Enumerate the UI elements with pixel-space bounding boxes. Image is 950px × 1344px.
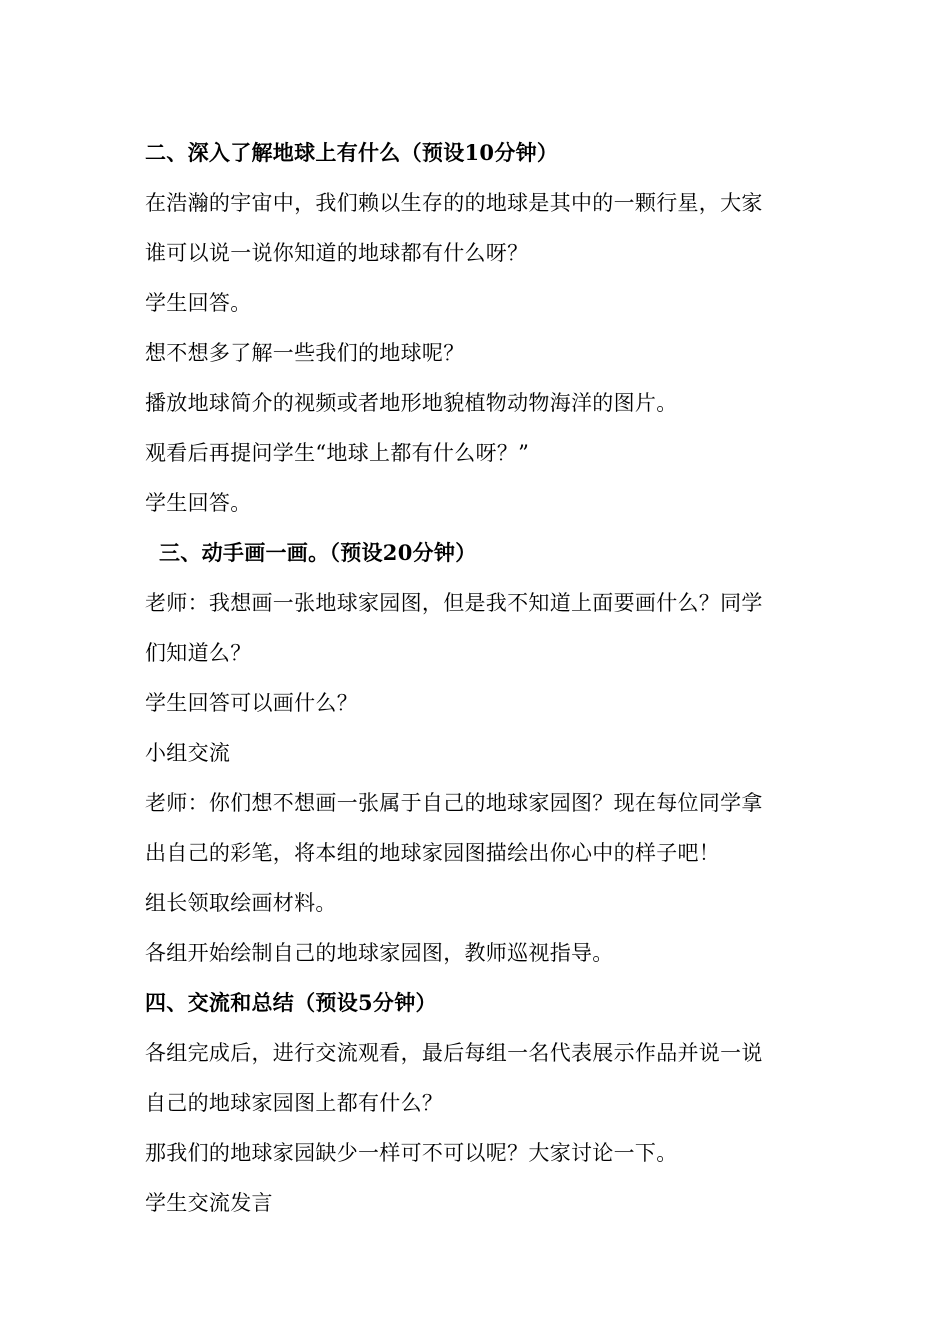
section-heading-3: 三、动手画一画。（预设20分钟） [159, 540, 477, 565]
paragraph-line: 老师：你们想不想画一张属于自己的地球家园图？现在每位同学拿 [145, 791, 763, 815]
paragraph-line: 那我们的地球家园缺少一样可不可以呢？大家讨论一下。 [145, 1141, 678, 1165]
paragraph-line: 学生回答可以画什么？ [145, 691, 358, 715]
paragraph-line: 出自己的彩笔，将本组的地球家园图描绘出你心中的样子吧！ [145, 841, 721, 865]
paragraph-line: 们知道么？ [145, 641, 252, 665]
paragraph-line: 学生回答。 [145, 491, 252, 515]
paragraph-line: 学生交流发言 [145, 1191, 273, 1215]
paragraph-line: 各组完成后，进行交流观看，最后每组一名代表展示作品并说一说 [145, 1041, 763, 1065]
paragraph-line: 老师：我想画一张地球家园图，但是我不知道上面要画什么？同学 [145, 591, 763, 615]
paragraph-line: 组长领取绘画材料。 [145, 891, 337, 915]
section-heading-2: 二、深入了解地球上有什么（预设10分钟） [145, 140, 559, 165]
document-body [145, 128, 815, 1228]
paragraph-line: 各组开始绘制自己的地球家园图，教师巡视指导。 [145, 941, 614, 965]
paragraph-line: 自己的地球家园图上都有什么？ [145, 1091, 444, 1115]
section-heading-4: 四、交流和总结（预设5分钟） [145, 990, 437, 1015]
paragraph-line: 想不想多了解一些我们的地球呢？ [145, 341, 465, 365]
paragraph-line: 小组交流 [145, 741, 231, 765]
paragraph-line: 观看后再提问学生“地球上都有什么呀？” [145, 441, 530, 465]
paragraph-line: 在浩瀚的宇宙中，我们赖以生存的的地球是其中的一颗行星，大家 [145, 191, 763, 215]
paragraph-line: 播放地球简介的视频或者地形地貌植物动物海洋的图片。 [145, 391, 678, 415]
paragraph-line: 谁可以说一说你知道的地球都有什么呀？ [145, 241, 529, 265]
paragraph-line: 学生回答。 [145, 291, 252, 315]
